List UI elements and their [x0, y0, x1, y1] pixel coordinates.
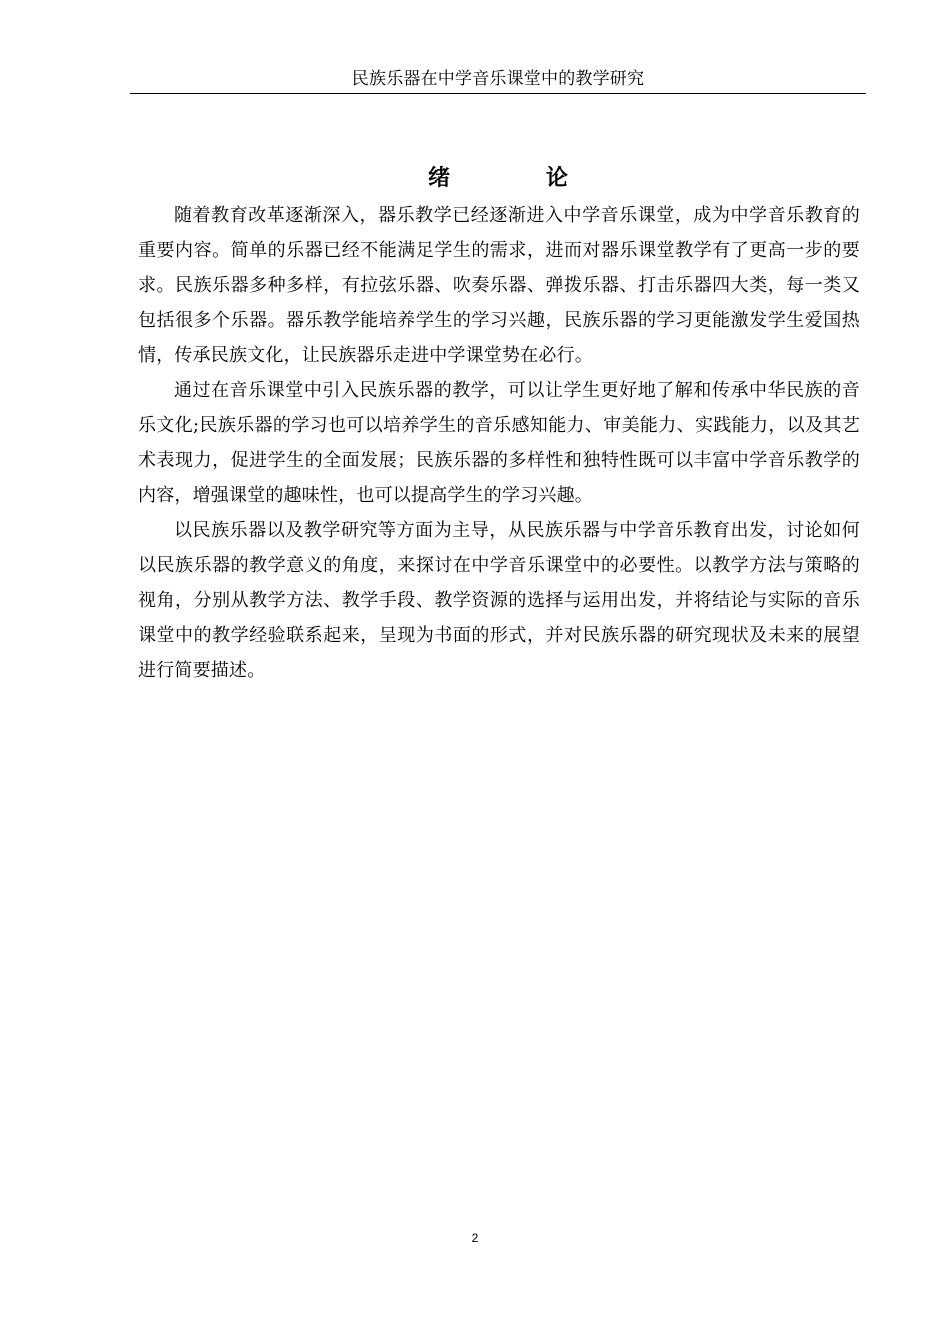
- paragraph: 随着教育改革逐渐深入，器乐教学已经逐渐进入中学音乐课堂，成为中学音乐教育的重要内容。简单的乐器已经不能满足学生的需求，进而对器乐课堂教学有了更高一步的要求。民族乐器多种多样，有拉弦乐器、吹奏乐器、弹拨乐器、打击乐器四大类，每一类又包括很多个乐器。器乐教学能培养学生的学习兴趣，民族乐器的学习更能激发学生爱国热情，传承民族文化，让民族器乐走进中学课堂势在必行。: [138, 205, 860, 366]
- running-header: 民族乐器在中学音乐课堂中的教学研究: [351, 69, 645, 89]
- paragraph: 通过在音乐课堂中引入民族乐器的教学，可以让学生更好地了解和传承中华民族的音乐文化;民族乐器的学习也可以培养学生的音乐感知能力、审美能力、实践能力，以及其艺术表现力，促进学生的全面发展；民族乐器的多样性和独特性既可以丰富中学音乐教学的内容，增强课堂的趣味性，也可以提高学生的学习兴趣。: [138, 380, 860, 506]
- paragraph: 以民族乐器以及教学研究等方面为主导，从民族乐器与中学音乐教育出发，讨论如何以民族乐器的教学意义的角度，来探讨在中学音乐课堂中的必要性。以教学方法与策略的视角，分别从教学方法、教学手段、教学资源的选择与运用出发，并将结论与实际的音乐课堂中的教学经验联系起来，呈现为书面的形式，并对民族乐器的研究现状及未来的展望进行简要描述。: [138, 520, 860, 681]
- chapter-title: 绪 论: [428, 164, 612, 191]
- header-rule: [130, 93, 866, 94]
- page-number: 2: [471, 1231, 479, 1245]
- body-text: [138, 198, 860, 688]
